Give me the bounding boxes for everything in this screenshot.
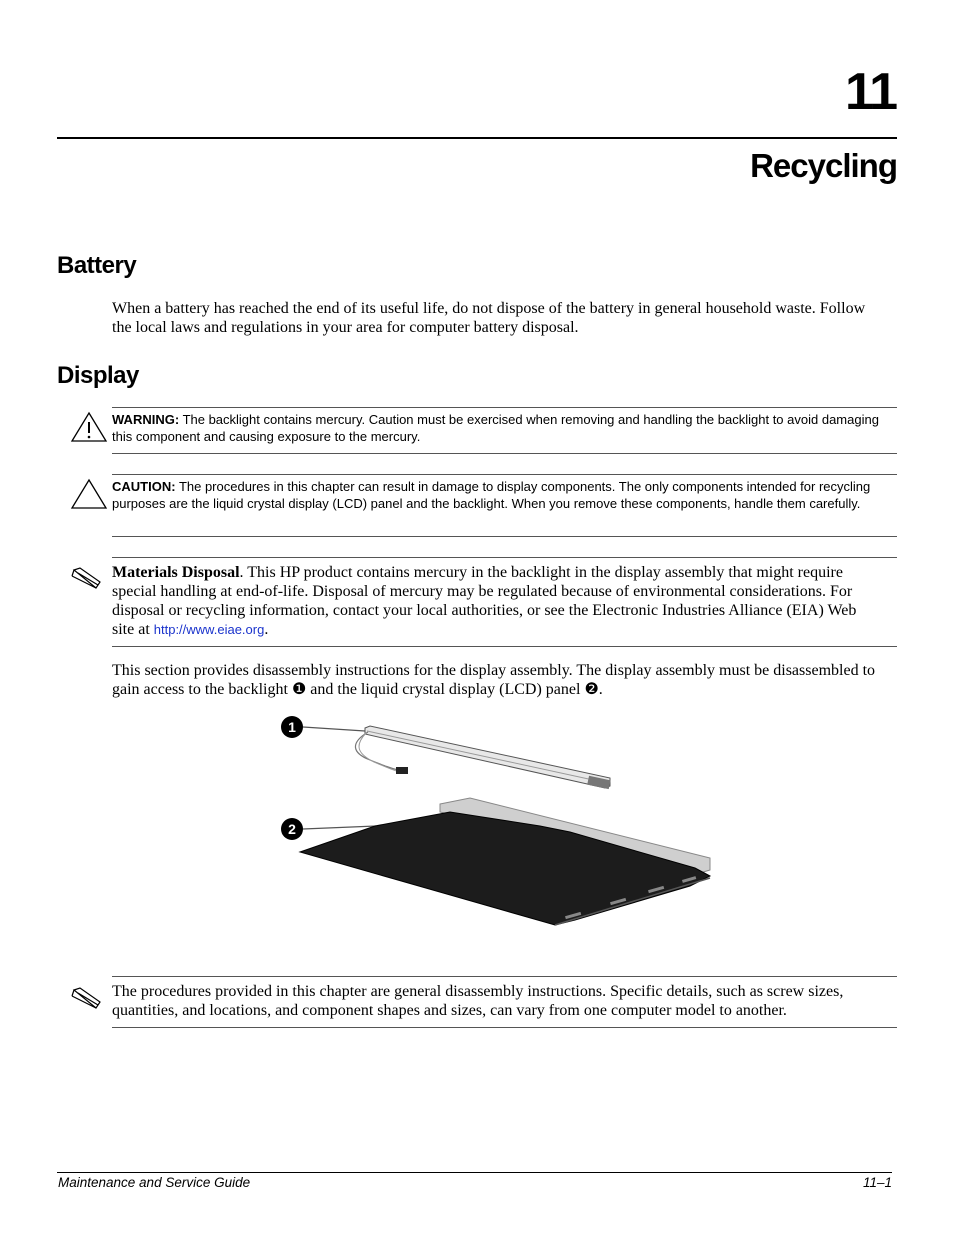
materials-disposal-note	[112, 563, 882, 639]
callout-1-number: 1	[288, 719, 296, 735]
materials-bottom-rule	[112, 646, 897, 647]
intro-text-3: .	[598, 681, 603, 698]
chapter-divider	[57, 137, 897, 139]
note-pencil-icon	[70, 566, 104, 590]
intro-text-2: and the liquid crystal display (LCD) panel	[306, 681, 585, 698]
callout-2-glyph: ❷	[584, 681, 599, 698]
materials-label: Materials Disposal	[112, 564, 240, 581]
caution-bottom-rule	[112, 536, 897, 537]
footer-divider	[57, 1172, 892, 1173]
chapter-title: Recycling	[750, 147, 897, 184]
warning-icon	[70, 411, 108, 443]
warning-bottom-rule	[112, 453, 897, 454]
disassembly-note: The procedures provided in this chapter are general disassembly instructions. Specific details, such as screw sizes, quantities, and locations, and component shapes and sizes, can vary from one computer model to another.	[112, 983, 844, 1019]
caution-top-rule	[112, 474, 897, 475]
materials-top-rule	[112, 557, 897, 558]
warning-top-rule	[112, 407, 897, 408]
caution-text: The procedures in this chapter can result in damage to display components. The only components intended for recycling purposes are the liquid crystal display (LCD) panel and the backlight. When you remove these components, handle them carefully.	[112, 479, 871, 511]
materials-end: .	[264, 621, 269, 638]
display-intro-paragraph	[112, 661, 882, 699]
intro-text-1: This section provides disassembly instructions for the display assembly. The display assembly must be disassembled to gain access to the backlight	[112, 662, 876, 698]
caution-notice	[112, 479, 882, 512]
warning-text: The backlight contains mercury. Caution must be exercised when removing and handling the backlight to avoid damaging this component and causing exposure to the mercury.	[112, 412, 879, 444]
note-pencil-icon	[70, 986, 104, 1010]
display-components-figure	[270, 708, 730, 933]
caution-icon	[70, 478, 108, 510]
chapter-number: 11	[845, 63, 896, 121]
callout-1-glyph: ❶	[291, 681, 307, 698]
footer-guide-title: Maintenance and Service Guide	[58, 1175, 251, 1190]
battery-heading: Battery	[57, 252, 137, 279]
eia-link[interactable]: http://www.eiae.org	[153, 622, 265, 637]
materials-text: . This HP product contains mercury in the backlight in the display assembly that might require special handling at end-of-life. Disposal of mercury may be regulated because of environmental considerations. For disposal or recycling information, contact your local authorities, or see the Electronic Industries Alliance (EIA) Web site at	[112, 564, 857, 638]
caution-label: CAUTION:	[112, 479, 176, 494]
footer-page-number: 11–1	[862, 1175, 892, 1190]
backlight-lamp	[355, 726, 610, 789]
battery-paragraph: When a battery has reached the end of its useful life, do not dispose of the battery in general household waste. Follow the local laws and regulations in your area for computer battery disposal.	[112, 300, 866, 336]
callout-2-number: 2	[288, 821, 296, 837]
display-heading: Display	[57, 362, 139, 389]
final-note-top-rule	[112, 976, 897, 977]
lcd-panel	[300, 798, 710, 925]
warning-notice	[112, 412, 882, 445]
warning-label: WARNING:	[112, 412, 180, 427]
final-note-bottom-rule	[112, 1027, 897, 1028]
